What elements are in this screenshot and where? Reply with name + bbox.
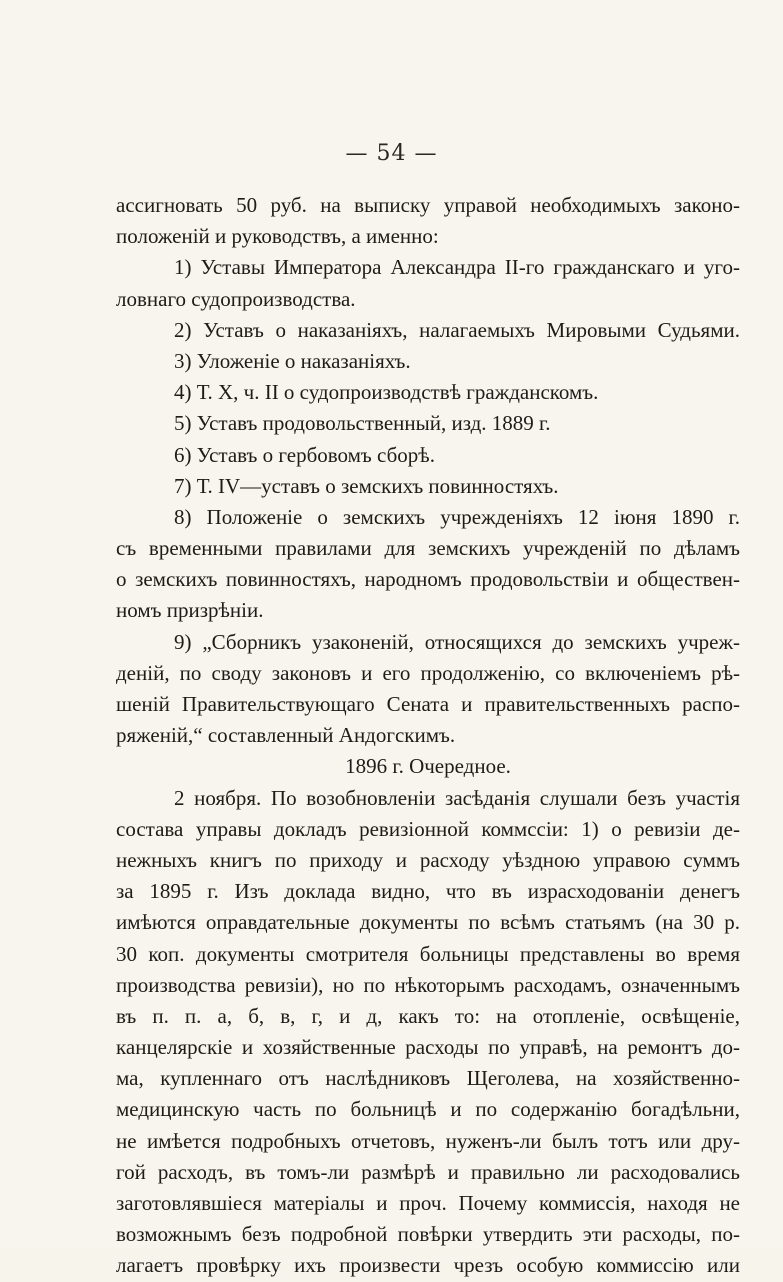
text-line: положеній и руководствъ, а именно: [116, 224, 439, 249]
text-line: лагаетъ провѣрку ихъ произвести чрезъ особую коммиссію или [116, 1253, 740, 1278]
text-line: 8) Положеніе о земскихъ учрежденіяхъ 12 іюня 1890 г. [174, 504, 740, 529]
text-line: 3) Уложеніе о наказаніяхъ. [174, 348, 411, 373]
text-line: состава управы докладъ ревизіонной коммссіи: 1) о ревизіи де- [116, 816, 740, 841]
text-line: 1896 г. Очередное. [345, 754, 511, 779]
text-line: въ п. п. а, б, в, г, и д, какъ то: на отопленіе, освѣщеніе, [116, 1003, 740, 1028]
text-line: не имѣется подробныхъ отчетовъ, нуженъ-ли былъ тотъ или дру- [116, 1128, 740, 1153]
text-line: 2 ноября. По возобновленіи засѣданія слушали безъ участія [174, 785, 740, 810]
body-text [116, 190, 740, 1282]
text-line: заготовлявшіеся матеріалы и проч. Почему коммиссія, находя не [116, 1191, 740, 1215]
text-line: 4) Т. X, ч. II о судопроизводствѣ гражданскомъ. [174, 380, 599, 405]
text-line: гой расходъ, въ томъ-ли размѣрѣ и правильно ли расходовались [116, 1159, 740, 1184]
text-line: ловнаго судопроизводства. [116, 286, 356, 311]
text-line: 1) Уставы Императора Александра II-го гражданскаго и уго- [174, 255, 740, 280]
page-number: — 54 — [345, 141, 438, 166]
text-line: деній, по своду законовъ и его продолженію, со включеніемъ рѣ- [116, 660, 740, 685]
text-line: шеній Правительствующаго Сената и правительственныхъ распо- [116, 692, 740, 716]
text-line: 6) Уставъ о гербовомъ сборѣ. [174, 442, 435, 467]
text-line: канцелярскіе и хозяйственные расходы по управѣ, на ремонтъ до- [116, 1035, 740, 1060]
text-line: имѣются оправдательные документы по всѣмъ статьямъ (на 30 р. [116, 910, 740, 935]
text-line: 2) Уставъ о наказаніяхъ, налагаемыхъ Мировыми Судьями. [174, 317, 740, 342]
text-line: съ временными правилами для земскихъ учрежденій по дѣламъ [116, 536, 740, 561]
text-line: 5) Уставъ продовольственный, изд. 1889 г. [174, 411, 551, 436]
text-line: ассигновать 50 руб. на выписку управой необходимыхъ законо- [116, 193, 740, 217]
text-line: за 1895 г. Изъ доклада видно, что въ израсходованіи денегъ [116, 879, 740, 904]
text-line: производства ревизіи), но по нѣкоторымъ расходамъ, означеннымъ [116, 972, 740, 997]
text-line: медицинскую часть по больницѣ и по содержанію богадѣльни, [116, 1097, 740, 1122]
text-line: 9) „Сборникъ узаконеній, относящихся до земскихъ учреж- [174, 629, 740, 654]
text-line: номъ призрѣніи. [116, 598, 264, 623]
text-line: 30 коп. документы смотрителя больницы представлены во время [116, 941, 740, 966]
text-line: возможнымъ безъ подробной повѣрки утвердить эти расходы, по- [116, 1222, 740, 1247]
text-line: ряженій,“ составленный Андогскимъ. [116, 723, 456, 748]
text-line: ма, купленнаго отъ наслѣдниковъ Щеголева, на хозяйственно- [116, 1066, 740, 1091]
text-line: 7) Т. IV—уставъ о земскихъ повинностяхъ. [174, 473, 559, 498]
text-line: нежныхъ книгъ по приходу и расходу уѣздною управою суммъ [116, 847, 740, 872]
text-line: о земскихъ повинностяхъ, народномъ продовольствіи и обществен- [116, 567, 740, 592]
